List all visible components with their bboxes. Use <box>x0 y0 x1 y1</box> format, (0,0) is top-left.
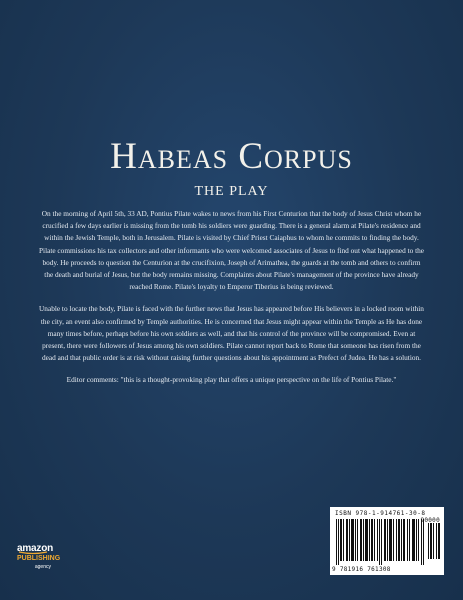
barcode-digits: 9 781916 761308 <box>332 566 391 573</box>
publisher-name-publishing: PUBLISHING <box>17 555 61 562</box>
synopsis-paragraph-1: On the morning of April 5th, 33 AD, Pontius Pilate wakes to news from his First Centurion that the body of Jesus Christ whom he crucified a few days earlier is missing from the tomb his soldiers were guarding. There is a general alarm at Pilate's residence and within the Jewish Temple, both in Jerusalem. Pilate is visited by Chief Priest Caiaphus to whom he commits to finding the body. Pilate commissions his tax collectors and other informants who were welcomed associates of Jesus to find out what happened to the body. He proceeds to question the Centurion at the crucifixion, Joseph of Arimathea, the guards at the tomb and others to confirm the death and burial of Jesus, but the body remains missing. Complaints about Pilate's management of the province have already reached Rome. Pilate's loyalty to Emperor Tiberius is being reviewed. <box>38 209 425 292</box>
synopsis-paragraph-2: Unable to locate the body, Pilate is faced with the further news that Jesus has appeared before His believers in a locked room within the city, an event also confirmed by Temple authorities. He is concerned that Jesus might appear within the Temple as He has done many times before, perhaps before his own soldiers as well, and that his control of the province will be compromised. Even at present, there were followers of Jesus among his own soldiers. Pilate cannot report back to Rome that someone has risen from the dead and that public order is at risk without raising further questions about his appointment as Prefect of Judea. He has a solution. <box>39 304 424 363</box>
book-title: Habeas Corpus <box>110 136 353 177</box>
publisher-name-amazon: amazon <box>17 543 54 554</box>
isbn-label: ISBN 978-1-914761-30-8 <box>335 510 426 517</box>
isbn-barcode <box>330 507 444 575</box>
publisher-name-agency: agency <box>34 564 51 570</box>
book-subtitle: THE PLAY <box>194 184 269 199</box>
editor-comment: Editor comments: "this is a thought-provoking play that offers a unique perspective on the life of Pontius Pilate." <box>66 375 397 385</box>
synopsis <box>38 208 425 397</box>
barcode-price-code: 90000 <box>420 517 440 524</box>
publisher-logo <box>17 545 60 571</box>
barcode-bars-icon <box>336 519 440 565</box>
barcode-number <box>332 517 442 573</box>
